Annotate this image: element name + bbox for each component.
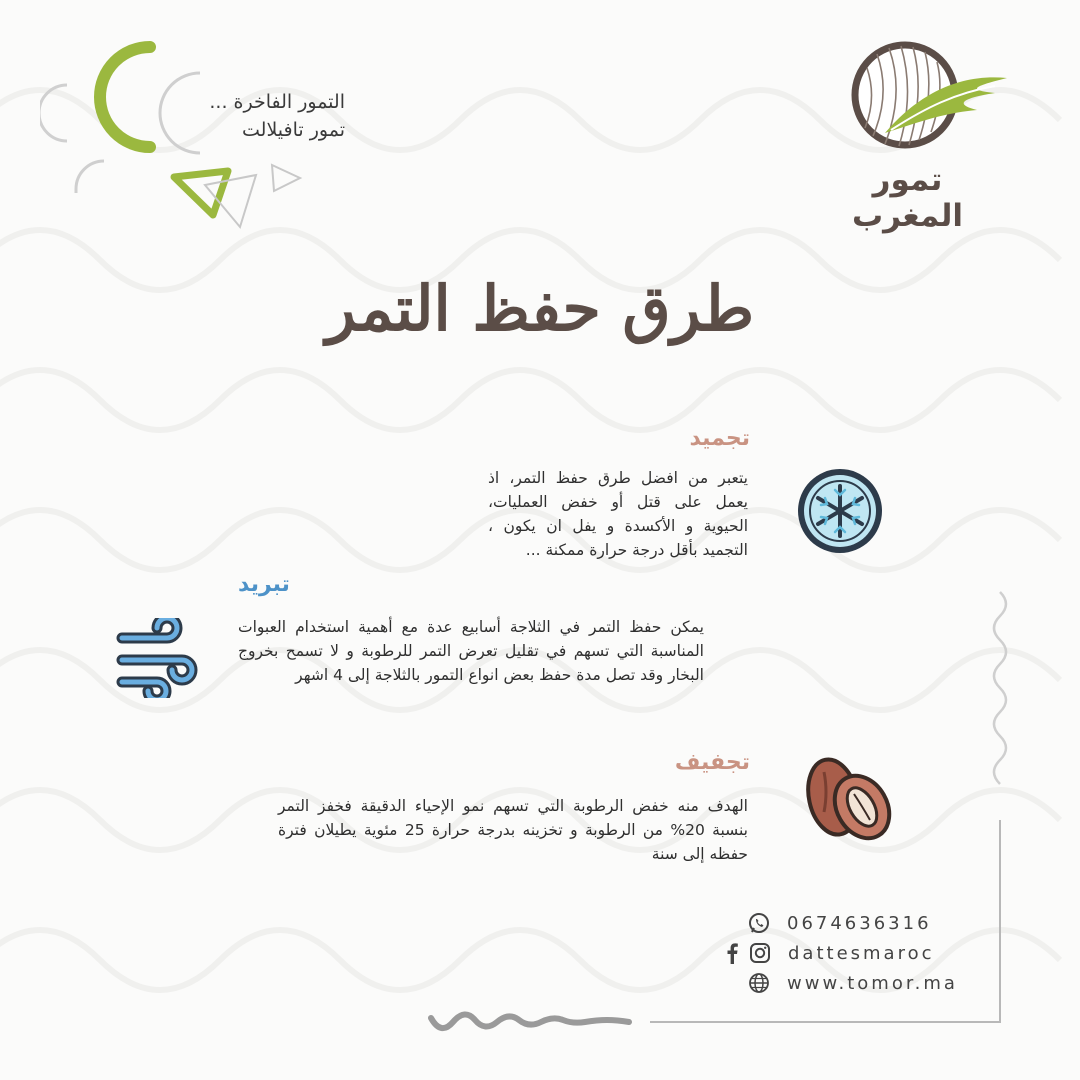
wavy-line-decoration: [985, 590, 1015, 800]
section-body-cooling: يمكن حفظ التمر في الثلاجة أسابيع عدة مع أهمية استخدام العبوات المناسبة التي تسهم في تقليل تعرض التمر للرطوبة و لا تسمح بخروج البخار وقد تصل مدة حفظ بعض انواع التمور بالثلاجة إلى 4 اشهر: [238, 618, 704, 684]
facebook-icon: [718, 939, 746, 967]
section-body-freezing: يتعبر من افضل طرق حفظ التمر، اذ يعمل على قتل أو خفض العمليات، الحيوية و الأكسدة و يفل ان يكون ، التجميد بأقل درجة حرارة ممكنة ...: [488, 469, 748, 559]
section-body-drying: الهدف منه خفض الرطوبة التي تسهم نمو الإحياء الدقيقة فخفز التمر بنسبة 20% من الرطوبة و تخزينه بدرجة حرارة 25 مئوية يطيلان فترة حفظه إلى سنة: [278, 797, 748, 863]
phone-number: 0674636316: [787, 912, 932, 934]
brand-logo-icon: [845, 38, 1015, 158]
section-title-freezing: تجميد: [689, 426, 750, 451]
whatsapp-icon: [745, 909, 773, 937]
zigzag-decoration: [425, 1006, 635, 1042]
globe-icon: [745, 969, 773, 997]
snowflake-icon: [795, 466, 885, 556]
section-title-cooling: تبريد: [238, 572, 290, 597]
section-title-drying: تجفيف: [674, 750, 750, 775]
website-url: www.tomor.ma: [787, 972, 958, 994]
contact-social: [718, 938, 935, 968]
instagram-icon: [746, 939, 774, 967]
contact-phone: [745, 908, 932, 938]
wind-icon: [112, 618, 202, 698]
tagline: [190, 88, 345, 144]
social-handle: dattesmaroc: [788, 942, 935, 964]
tagline-line-2: تمور تافيلالت: [242, 119, 345, 141]
brand-name: تمور المغرب: [852, 162, 963, 234]
contact-website: [745, 968, 958, 998]
page-title: طرق حفظ التمر: [325, 272, 755, 345]
tagline-line-1: التمور الفاخرة ...: [209, 91, 345, 113]
